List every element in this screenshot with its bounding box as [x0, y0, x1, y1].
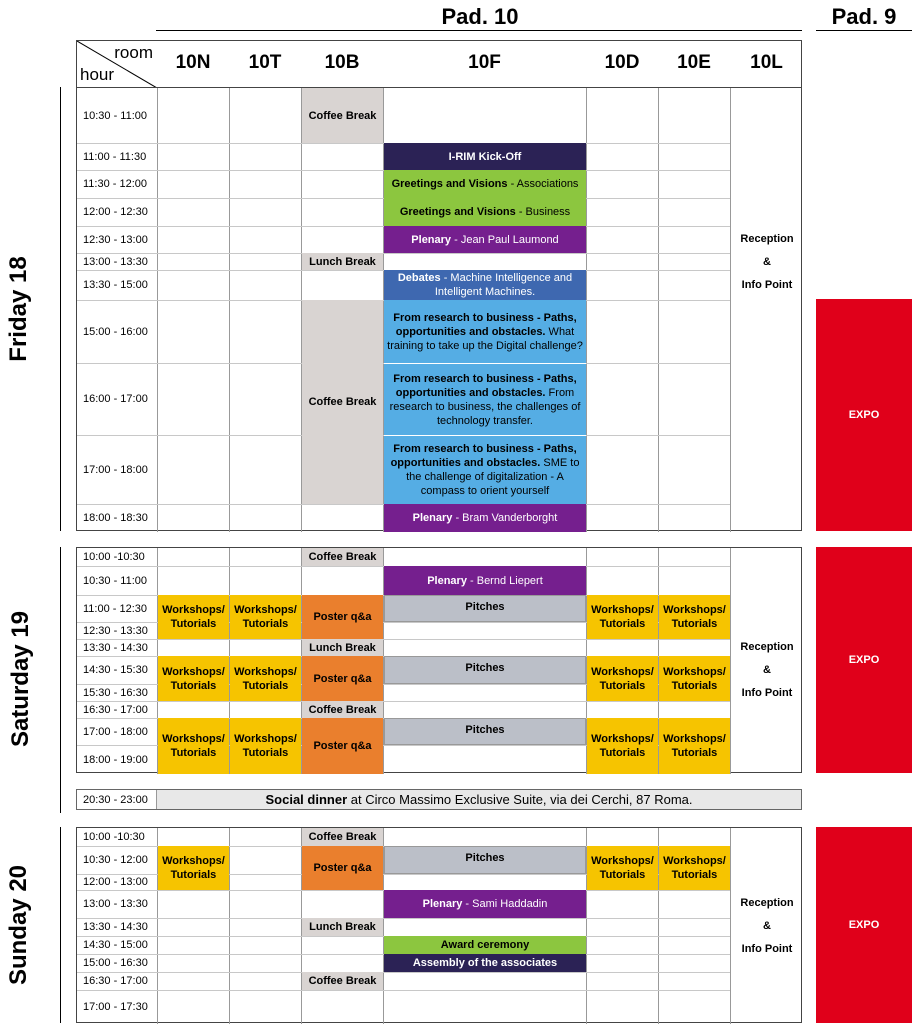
friday-grid [76, 87, 802, 531]
workshop-10D: Workshops/ Tutorials [587, 846, 658, 890]
pad9-underline [816, 30, 912, 31]
time-cell: 17:00 - 18:00 [83, 725, 148, 738]
corner-cell [77, 41, 157, 88]
sunday-bracket [60, 827, 61, 1023]
time-cell: 16:00 - 17:00 [83, 393, 148, 405]
time-cell: 11:00 - 12:30 [83, 602, 148, 615]
plenary-liepert: Plenary - Bernd Liepert [384, 566, 586, 595]
workshop-10E: Workshops/ Tutorials [659, 656, 730, 701]
time-cell: 15:30 - 16:30 [83, 686, 148, 699]
workshop-10T: Workshops/ Tutorials [230, 595, 301, 639]
time-cell: 10:30 - 12:00 [83, 854, 148, 866]
workshop-10E: Workshops/ Tutorials [659, 595, 730, 639]
time-cell: 16:30 - 17:00 [83, 975, 148, 987]
room-10L: 10L [750, 52, 783, 73]
room-10F: 10F [468, 52, 501, 73]
coffee-break: Coffee Break [302, 300, 383, 504]
reception-info-point: Reception & Info Point [740, 233, 794, 291]
workshop-10N: Workshops/ Tutorials [158, 656, 229, 701]
assembly-associates: Assembly of the associates [384, 954, 586, 972]
friday-bracket [60, 87, 61, 531]
time-cell: 10:30 - 11:00 [83, 109, 148, 122]
social-dinner: Social dinner at Circo Massimo Exclusive Suite, via dei Cerchi, 87 Roma. [265, 791, 693, 807]
plenary-laumond: Plenary - Jean Paul Laumond [384, 226, 586, 253]
pitches-session: Pitches [384, 656, 586, 684]
sunday-label: Sunday 20 [5, 864, 32, 986]
workshop-10D: Workshops/ Tutorials [587, 656, 658, 701]
time-cell: 12:30 - 13:00 [83, 233, 148, 246]
poster-session: Poster q&a [302, 595, 383, 639]
hour-label: hour [80, 65, 115, 84]
lunch-break: Lunch Break [302, 639, 383, 656]
saturday-grid [76, 547, 802, 773]
time-cell: 17:00 - 18:00 [83, 463, 148, 476]
room-label: room [114, 43, 153, 62]
research-session-2: From research to business - Paths, opportunities and obstacles. From research to business, the challenges of technology transfer. [384, 363, 586, 435]
pad10-underline [156, 30, 802, 31]
lunch-break: Lunch Break [302, 918, 383, 936]
time-cell: 13:30 - 14:30 [83, 921, 148, 933]
friday-label: Friday 18 [5, 256, 32, 362]
time-cell: 13:30 - 15:00 [83, 279, 148, 291]
workshop-10D: Workshops/ Tutorials [587, 595, 658, 639]
lunch-break: Lunch Break [302, 253, 383, 270]
room-10D: 10D [604, 52, 640, 73]
time-cell: 17:00 - 17:30 [83, 1001, 148, 1013]
time-cell: 11:00 - 11:30 [83, 150, 147, 163]
coffee-break: Coffee Break [302, 701, 383, 718]
workshop-10D: Workshops/ Tutorials [587, 718, 658, 774]
greetings-business: Greetings and Visions - Business [384, 198, 586, 226]
pitches-session: Pitches [384, 846, 586, 874]
reception-info-point: Reception & Info Point [740, 897, 794, 955]
debates-session: Debates - Machine Intelligence and Intelligent Machines. [384, 270, 586, 300]
research-session-3: From research to business - Paths, opportunities and obstacles. SME to the challenge of digitalization - A compass to orient yourself [384, 435, 586, 504]
coffee-break: Coffee Break [302, 548, 383, 566]
pad10-title: Pad. 10 [441, 4, 519, 29]
room-10N: 10N [175, 52, 211, 73]
saturday-label: Saturday 19 [7, 610, 34, 748]
time-cell: 12:00 - 13:00 [83, 876, 148, 888]
social-dinner-row [76, 789, 802, 810]
time-cell: 15:00 - 16:00 [83, 325, 148, 338]
workshop-10N: Workshops/ Tutorials [158, 595, 229, 639]
time-cell: 18:00 - 18:30 [83, 512, 148, 524]
time-cell: 12:00 - 12:30 [83, 206, 148, 218]
greetings-associations: Greetings and Visions - Associations [384, 170, 586, 198]
coffee-break: Coffee Break [302, 88, 383, 143]
expo-friday: EXPO [816, 299, 912, 531]
workshop-10T: Workshops/ Tutorials [230, 656, 301, 701]
poster-session: Poster q&a [302, 718, 383, 774]
plenary-haddadin: Plenary - Sami Haddadin [384, 890, 586, 918]
time-cell: 15:00 - 16:30 [83, 957, 148, 969]
time-cell: 10:00 -10:30 [83, 551, 145, 563]
workshop-10E: Workshops/ Tutorials [659, 718, 730, 774]
time-cell: 14:30 - 15:30 [83, 664, 148, 676]
workshop-10E: Workshops/ Tutorials [659, 846, 730, 890]
time-cell: 13:30 - 14:30 [83, 641, 148, 654]
award-ceremony: Award ceremony [384, 936, 586, 954]
time-cell: 12:30 - 13:30 [83, 624, 148, 637]
workshop-10T: Workshops/ Tutorials [230, 718, 301, 774]
time-cell: 16:30 - 17:00 [83, 703, 148, 716]
saturday-bracket [60, 547, 61, 813]
pad9-title: Pad. 9 [831, 4, 897, 29]
poster-session: Poster q&a [302, 846, 383, 890]
pitches-session: Pitches [384, 718, 586, 745]
room-10B: 10B [324, 52, 360, 73]
research-session-1: From research to business - Paths, opportunities and obstacles. What training to take up the Digital challenge? [384, 300, 586, 363]
workshop-10N: Workshops/ Tutorials [158, 718, 229, 774]
workshop-10N: Workshops/ Tutorials [158, 846, 229, 890]
time-cell: 10:00 -10:30 [83, 831, 145, 843]
kickoff-session: I-RIM Kick-Off [384, 143, 586, 170]
room-10E: 10E [677, 52, 711, 73]
plenary-vanderborght: Plenary - Bram Vanderborght [384, 504, 586, 532]
coffee-break: Coffee Break [302, 828, 383, 846]
sunday-grid [76, 827, 802, 1023]
time-cell: 13:00 - 13:30 [83, 898, 148, 910]
time-cell: 13:00 - 13:30 [83, 255, 148, 268]
time-cell: 11:30 - 12:00 [83, 178, 148, 190]
room-header-row [76, 40, 802, 87]
room-10T: 10T [248, 52, 282, 73]
coffee-break: Coffee Break [302, 972, 383, 990]
reception-info-point: Reception & Info Point [740, 641, 794, 699]
time-cell: 20:30 - 23:00 [77, 790, 157, 809]
time-cell: 14:30 - 15:00 [83, 939, 148, 951]
expo-saturday: EXPO [816, 547, 912, 773]
expo-sunday: EXPO [816, 827, 912, 1023]
poster-session: Poster q&a [302, 656, 383, 701]
time-cell: 10:30 - 11:00 [83, 574, 148, 587]
pitches-session: Pitches [384, 595, 586, 622]
time-cell: 18:00 - 19:00 [83, 753, 148, 766]
